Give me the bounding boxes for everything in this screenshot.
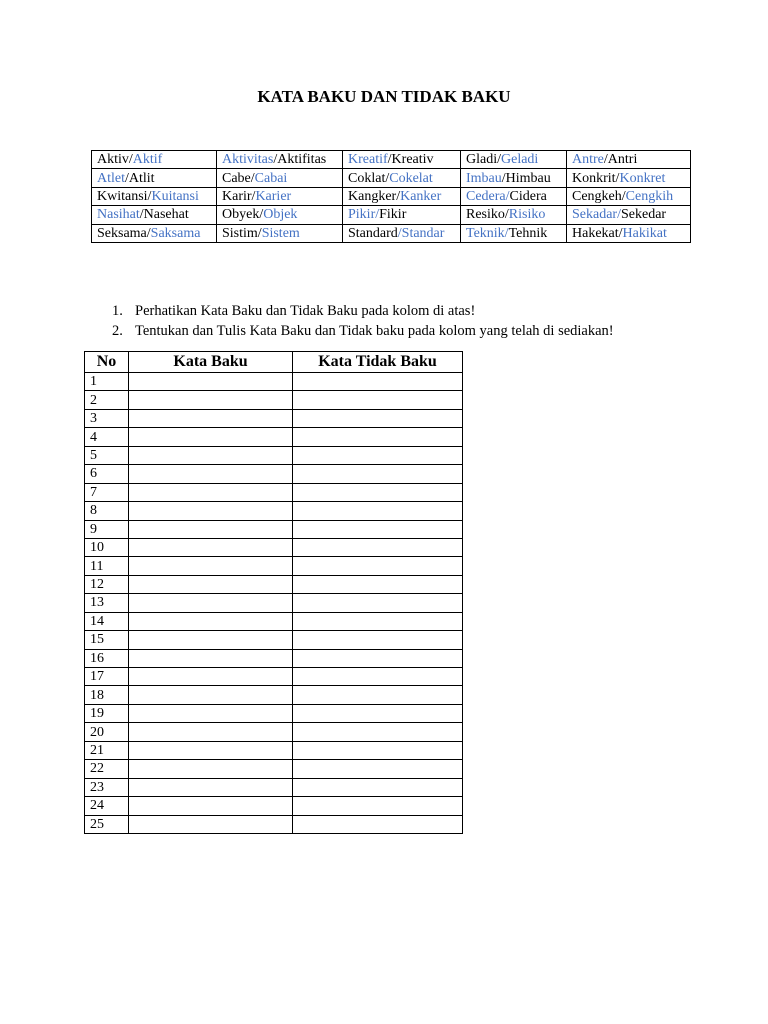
kata-baku-cell[interactable] [129,760,293,778]
row-number: 4 [85,428,129,446]
kata-baku-cell[interactable] [129,778,293,796]
word-pair-cell [567,224,691,242]
answer-row [85,391,463,409]
plain-word: Sistim/ [222,225,262,241]
plain-word: Standard [348,225,398,241]
answer-row [85,649,463,667]
kata-baku-cell[interactable] [129,631,293,649]
kata-tidak-baku-cell[interactable] [293,428,463,446]
kata-baku-cell[interactable] [129,797,293,815]
kata-baku-cell[interactable] [129,538,293,556]
kata-tidak-baku-cell[interactable] [293,760,463,778]
plain-word: Seksama/ [97,225,151,241]
plain-word: Karir/ [222,188,256,204]
plain-word: Kangker/ [348,188,401,204]
plain-word: Gladi/ [466,152,501,168]
word-pair-cell [461,206,567,224]
highlighted-word: Kuitansi [151,188,199,204]
kata-tidak-baku-cell[interactable] [293,778,463,796]
word-pair-cell [567,169,691,187]
instruction-text: Perhatikan Kata Baku dan Tidak Baku pada kolom di atas! [135,303,476,319]
plain-word: Fikir [379,207,407,223]
word-table-row [92,187,691,205]
header-kata-baku: Kata Baku [129,352,293,373]
instruction-item [112,321,614,341]
instruction-item [112,301,614,321]
plain-word: Resiko/ [466,207,509,223]
row-number: 17 [85,668,129,686]
row-number: 13 [85,594,129,612]
word-pair-cell [461,151,567,169]
word-pair-cell [343,224,461,242]
kata-tidak-baku-cell[interactable] [293,557,463,575]
plain-word: Sekedar [620,207,667,223]
row-number: 12 [85,575,129,593]
instruction-number: 1. [112,303,123,319]
word-pair-cell [217,151,343,169]
highlighted-word: Cokelat [389,170,433,186]
instruction-text: Tentukan dan Tulis Kata Baku dan Tidak baku pada kolom yang telah di sediakan! [135,323,614,339]
answer-row [85,704,463,722]
highlighted-word: Saksama [150,225,201,241]
answer-row [85,409,463,427]
word-pair-cell [217,169,343,187]
answer-table [84,351,463,834]
word-table-row [92,206,691,224]
kata-baku-cell[interactable] [129,741,293,759]
highlighted-word: Sistem [261,225,300,241]
row-number: 1 [85,373,129,391]
highlighted-word: Cabai [254,170,288,186]
highlighted-word: Konkret [619,170,666,186]
row-number: 23 [85,778,129,796]
answer-row [85,428,463,446]
plain-word: Kwitansi/ [97,188,152,204]
highlighted-word: Aktivitas [222,152,274,168]
instruction-list [112,301,614,341]
kata-baku-cell[interactable] [129,668,293,686]
answer-row [85,520,463,538]
kata-tidak-baku-cell[interactable] [293,686,463,704]
plain-word: Cabe/ [222,170,255,186]
header-no: No [85,352,129,373]
answer-row [85,483,463,501]
word-pair-cell [92,206,217,224]
kata-tidak-baku-cell[interactable] [293,723,463,741]
answer-row [85,612,463,630]
highlighted-word: Geladi [501,152,539,168]
page-title: KATA BAKU DAN TIDAK BAKU [257,87,511,106]
highlighted-word: Kreatif [348,152,388,168]
row-number: 22 [85,760,129,778]
plain-word: /Antri [603,152,638,168]
word-pair-cell [343,206,461,224]
word-pair-cell [343,169,461,187]
plain-word: /Kreativ [387,152,434,168]
header-kata-tidak-baku: Kata Tidak Baku [293,352,463,373]
answer-row [85,723,463,741]
row-number: 24 [85,797,129,815]
instruction-number: 2. [112,323,123,339]
kata-baku-cell[interactable] [129,575,293,593]
word-table-row [92,224,691,242]
row-number: 3 [85,409,129,427]
word-pair-cell [567,151,691,169]
plain-word: /Aktifitas [273,152,327,168]
row-number: 11 [85,557,129,575]
highlighted-word: Cedera/ [466,188,510,204]
kata-tidak-baku-cell[interactable] [293,668,463,686]
answer-row [85,575,463,593]
row-number: 14 [85,612,129,630]
row-number: 18 [85,686,129,704]
answer-row [85,631,463,649]
row-number: 6 [85,465,129,483]
word-pair-cell [217,206,343,224]
kata-baku-cell[interactable] [129,723,293,741]
highlighted-word: Cengkih [625,188,674,204]
answer-row [85,538,463,556]
plain-word: Obyek/ [222,207,264,223]
kata-tidak-baku-cell[interactable] [293,797,463,815]
kata-baku-cell[interactable] [129,649,293,667]
kata-tidak-baku-cell[interactable] [293,391,463,409]
highlighted-word: Kanker [400,188,442,204]
plain-word: Konkrit/ [572,170,620,186]
row-number: 20 [85,723,129,741]
word-pair-cell [567,187,691,205]
kata-baku-cell[interactable] [129,391,293,409]
kata-baku-cell[interactable] [129,686,293,704]
plain-word: Tehnik [508,225,548,241]
highlighted-word: Teknik/ [466,225,509,241]
row-number: 8 [85,502,129,520]
kata-baku-cell[interactable] [129,409,293,427]
answer-row [85,465,463,483]
row-number: 10 [85,538,129,556]
answer-row [85,373,463,391]
kata-tidak-baku-cell[interactable] [293,741,463,759]
plain-word: /Himbau [501,170,551,186]
kata-baku-cell[interactable] [129,483,293,501]
kata-tidak-baku-cell[interactable] [293,631,463,649]
kata-baku-cell[interactable] [129,520,293,538]
answer-row [85,502,463,520]
highlighted-word: Imbau [466,170,502,186]
kata-tidak-baku-cell[interactable] [293,520,463,538]
highlighted-word: Karier [255,188,292,204]
row-number: 19 [85,704,129,722]
row-number: 5 [85,446,129,464]
highlighted-word: Antre [572,152,604,168]
row-number: 15 [85,631,129,649]
kata-tidak-baku-cell[interactable] [293,502,463,520]
kata-tidak-baku-cell[interactable] [293,446,463,464]
highlighted-word: Atlet [97,170,125,186]
highlighted-word: Risiko [508,207,546,223]
plain-word: Hakekat/ [572,225,623,241]
kata-baku-cell[interactable] [129,815,293,833]
highlighted-word: Sekadar/ [572,207,621,223]
plain-word: /Atlit [125,170,155,186]
answer-row [85,815,463,833]
highlighted-word: Hakikat [622,225,667,241]
word-pair-cell [343,187,461,205]
kata-baku-cell[interactable] [129,557,293,575]
word-pair-cell [461,169,567,187]
row-number: 9 [85,520,129,538]
row-number: 7 [85,483,129,501]
word-pair-cell [92,151,217,169]
word-pair-cell [217,224,343,242]
kata-tidak-baku-cell[interactable] [293,649,463,667]
answer-row [85,557,463,575]
kata-tidak-baku-cell[interactable] [293,373,463,391]
kata-tidak-baku-cell[interactable] [293,409,463,427]
word-pair-cell [92,187,217,205]
answer-row [85,797,463,815]
word-pair-cell [92,224,217,242]
plain-word: /Nasehat [139,207,189,223]
kata-baku-cell[interactable] [129,446,293,464]
kata-baku-cell[interactable] [129,612,293,630]
word-table-row [92,169,691,187]
word-pair-cell [461,187,567,205]
kata-baku-cell[interactable] [129,704,293,722]
word-pair-cell [567,206,691,224]
kata-baku-cell[interactable] [129,502,293,520]
row-number: 25 [85,815,129,833]
word-pair-cell [461,224,567,242]
highlighted-word: /Standar [397,225,445,241]
kata-tidak-baku-cell[interactable] [293,612,463,630]
highlighted-word: Pikir/ [348,207,380,223]
highlighted-word: Objek [263,207,298,223]
kata-baku-cell[interactable] [129,594,293,612]
answer-row [85,668,463,686]
word-pair-cell [343,151,461,169]
plain-word: Cengkeh/ [572,188,626,204]
kata-baku-cell[interactable] [129,373,293,391]
kata-tidak-baku-cell[interactable] [293,594,463,612]
kata-tidak-baku-cell[interactable] [293,538,463,556]
answer-row [85,760,463,778]
row-number: 2 [85,391,129,409]
kata-tidak-baku-cell[interactable] [293,483,463,501]
kata-tidak-baku-cell[interactable] [293,575,463,593]
row-number: 16 [85,649,129,667]
word-pair-cell [217,187,343,205]
highlighted-word: Aktif [132,152,163,168]
plain-word: Cidera [509,188,547,204]
plain-word: Coklat/ [348,170,390,186]
highlighted-word: Nasihat [97,207,140,223]
answer-row [85,741,463,759]
kata-tidak-baku-cell[interactable] [293,815,463,833]
word-pair-cell [92,169,217,187]
plain-word: Aktiv/ [97,152,133,168]
kata-baku-cell[interactable] [129,465,293,483]
kata-baku-cell[interactable] [129,428,293,446]
kata-tidak-baku-cell[interactable] [293,465,463,483]
row-number: 21 [85,741,129,759]
word-pair-table [91,150,691,243]
answer-row [85,594,463,612]
answer-row [85,686,463,704]
answer-row [85,446,463,464]
answer-row [85,778,463,796]
kata-tidak-baku-cell[interactable] [293,704,463,722]
answer-header-row [85,352,463,373]
word-table-row [92,151,691,169]
